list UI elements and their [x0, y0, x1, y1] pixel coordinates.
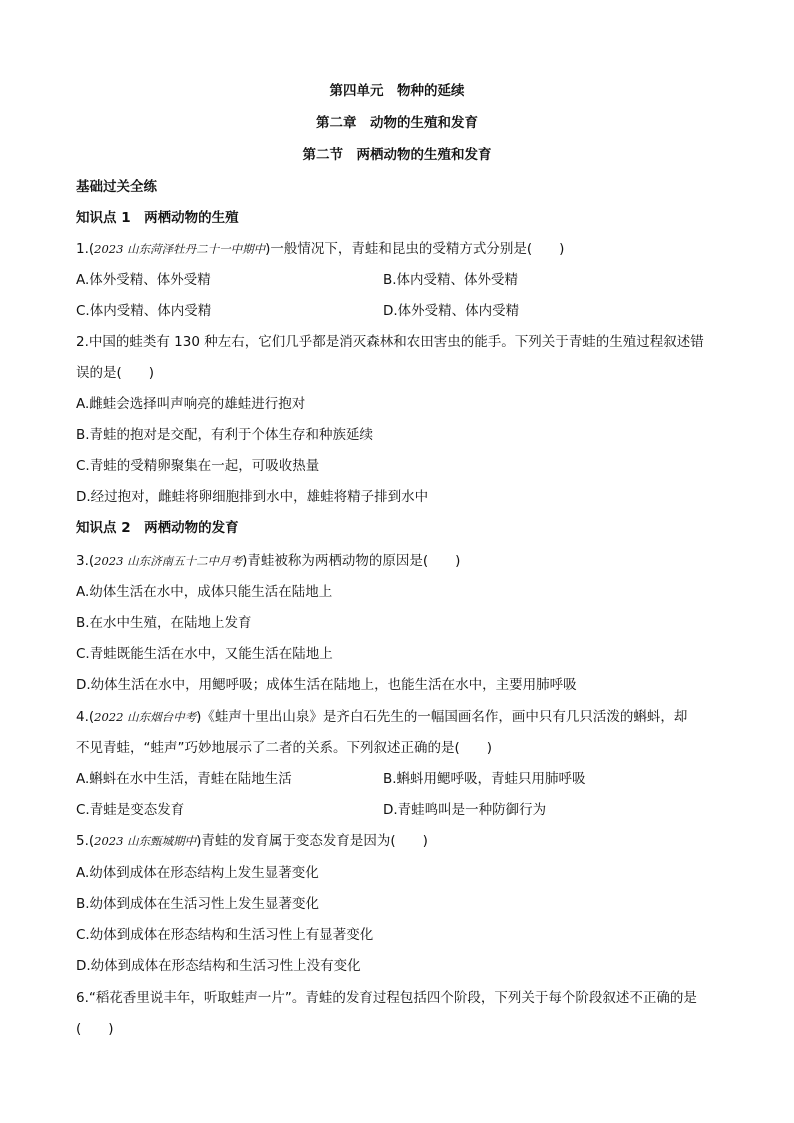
question-source: 2023 山东甄城期中	[94, 834, 197, 848]
question-5-stem	[76, 832, 428, 850]
question-2-option-d: D.经过抱对，雌蛙将卵细胞排到水中，雄蛙将精子排到水中	[76, 489, 429, 505]
question-1-option-d: D.体外受精、体内受精	[383, 303, 520, 319]
question-2-option-a: A.雌蛙会选择叫声响亮的雄蛙进行抱对	[76, 396, 306, 412]
question-2-option-b: B.青蛙的抱对是交配，有利于个体生存和种族延续	[76, 427, 374, 443]
question-4-stem-line-2: 不见青蛙，“蛙声”巧妙地展示了二者的关系。下列叙述正确的是( )	[76, 740, 493, 756]
question-5-option-a: A.幼体到成体在形态结构上发生显著变化	[76, 865, 319, 881]
question-2-option-c: C.青蛙的受精卵聚集在一起，可吸收热量	[76, 458, 320, 474]
question-3-option-a: A.幼体生活在水中，成体只能生活在陆地上	[76, 584, 333, 600]
question-5-option-c: C.幼体到成体在形态结构和生活习性上有显著变化	[76, 927, 374, 943]
question-4-option-c: C.青蛙是变态发育	[76, 802, 185, 818]
question-5-option-d: D.幼体到成体在形态结构和生活习性上没有变化	[76, 958, 361, 974]
question-6-stem-line-2: ( )	[76, 1021, 114, 1037]
question-text: )青蛙的发育属于变态发育是因为( )	[196, 833, 428, 849]
chapter-heading: 第二章 动物的生殖和发育	[316, 115, 478, 131]
section-heading: 第二节 两栖动物的生殖和发育	[302, 147, 492, 163]
question-4-option-d: D.青蛙鸣叫是一种防御行为	[383, 802, 547, 818]
question-6-stem-line-1: 6.“稻花香里说丰年，听取蛙声一片”。青蛙的发育过程包括四个阶段，下列关于每个阶段叙述不正确的是	[76, 990, 697, 1006]
question-source: 2023 山东济南五十二中月考	[94, 554, 243, 568]
question-3-option-d: D.幼体生活在水中，用鳃呼吸；成体生活在陆地上，也能生活在水中，主要用肺呼吸	[76, 677, 577, 693]
unit-heading: 第四单元 物种的延续	[329, 83, 465, 99]
question-3-option-c: C.青蛙既能生活在水中，又能生活在陆地上	[76, 646, 333, 662]
question-number: 1.(	[76, 241, 95, 257]
question-number: 4.(	[76, 709, 95, 725]
practice-title: 基础过关全练	[76, 179, 157, 195]
knowledge-point-1: 知识点 1 两栖动物的生殖	[76, 210, 239, 226]
question-4-option-b: B.蝌蚪用鳃呼吸，青蛙只用肺呼吸	[383, 771, 586, 787]
question-5-option-b: B.幼体到成体在生活习性上发生显著变化	[76, 896, 320, 912]
question-number: 3.(	[76, 553, 95, 569]
question-3-stem	[76, 552, 460, 570]
question-2-stem-line-1: 2.中国的蛙类有 130 种左右，它们几乎都是消灭森林和农田害虫的能手。下列关于青蛙的生殖过程叙述错	[76, 334, 704, 350]
knowledge-point-2: 知识点 2 两栖动物的发育	[76, 520, 239, 536]
question-text: )青蛙被称为两栖动物的原因是( )	[242, 553, 461, 569]
question-source: 2022 山东烟台中考	[94, 710, 197, 724]
question-4-option-a: A.蝌蚪在水中生活，青蛙在陆地生活	[76, 771, 292, 787]
question-number: 5.(	[76, 833, 95, 849]
question-3-option-b: B.在水中生殖，在陆地上发育	[76, 615, 252, 631]
question-text: )《蛙声十里出山泉》是齐白石先生的一幅国画名作，画中只有几只活泼的蝌蚪，却	[196, 709, 688, 725]
question-1-option-b: B.体内受精、体外受精	[383, 272, 519, 288]
question-1-option-c: C.体内受精、体内受精	[76, 303, 212, 319]
question-text: )一般情况下，青蛙和昆虫的受精方式分别是( )	[265, 241, 565, 257]
question-1-option-a: A.体外受精、体外受精	[76, 272, 211, 288]
question-4-stem-line-1	[76, 708, 687, 726]
question-source: 2023 山东菏泽牡丹二十一中期中	[94, 242, 266, 256]
question-2-stem-line-2: 误的是( )	[76, 365, 155, 381]
question-1-stem	[76, 240, 564, 258]
